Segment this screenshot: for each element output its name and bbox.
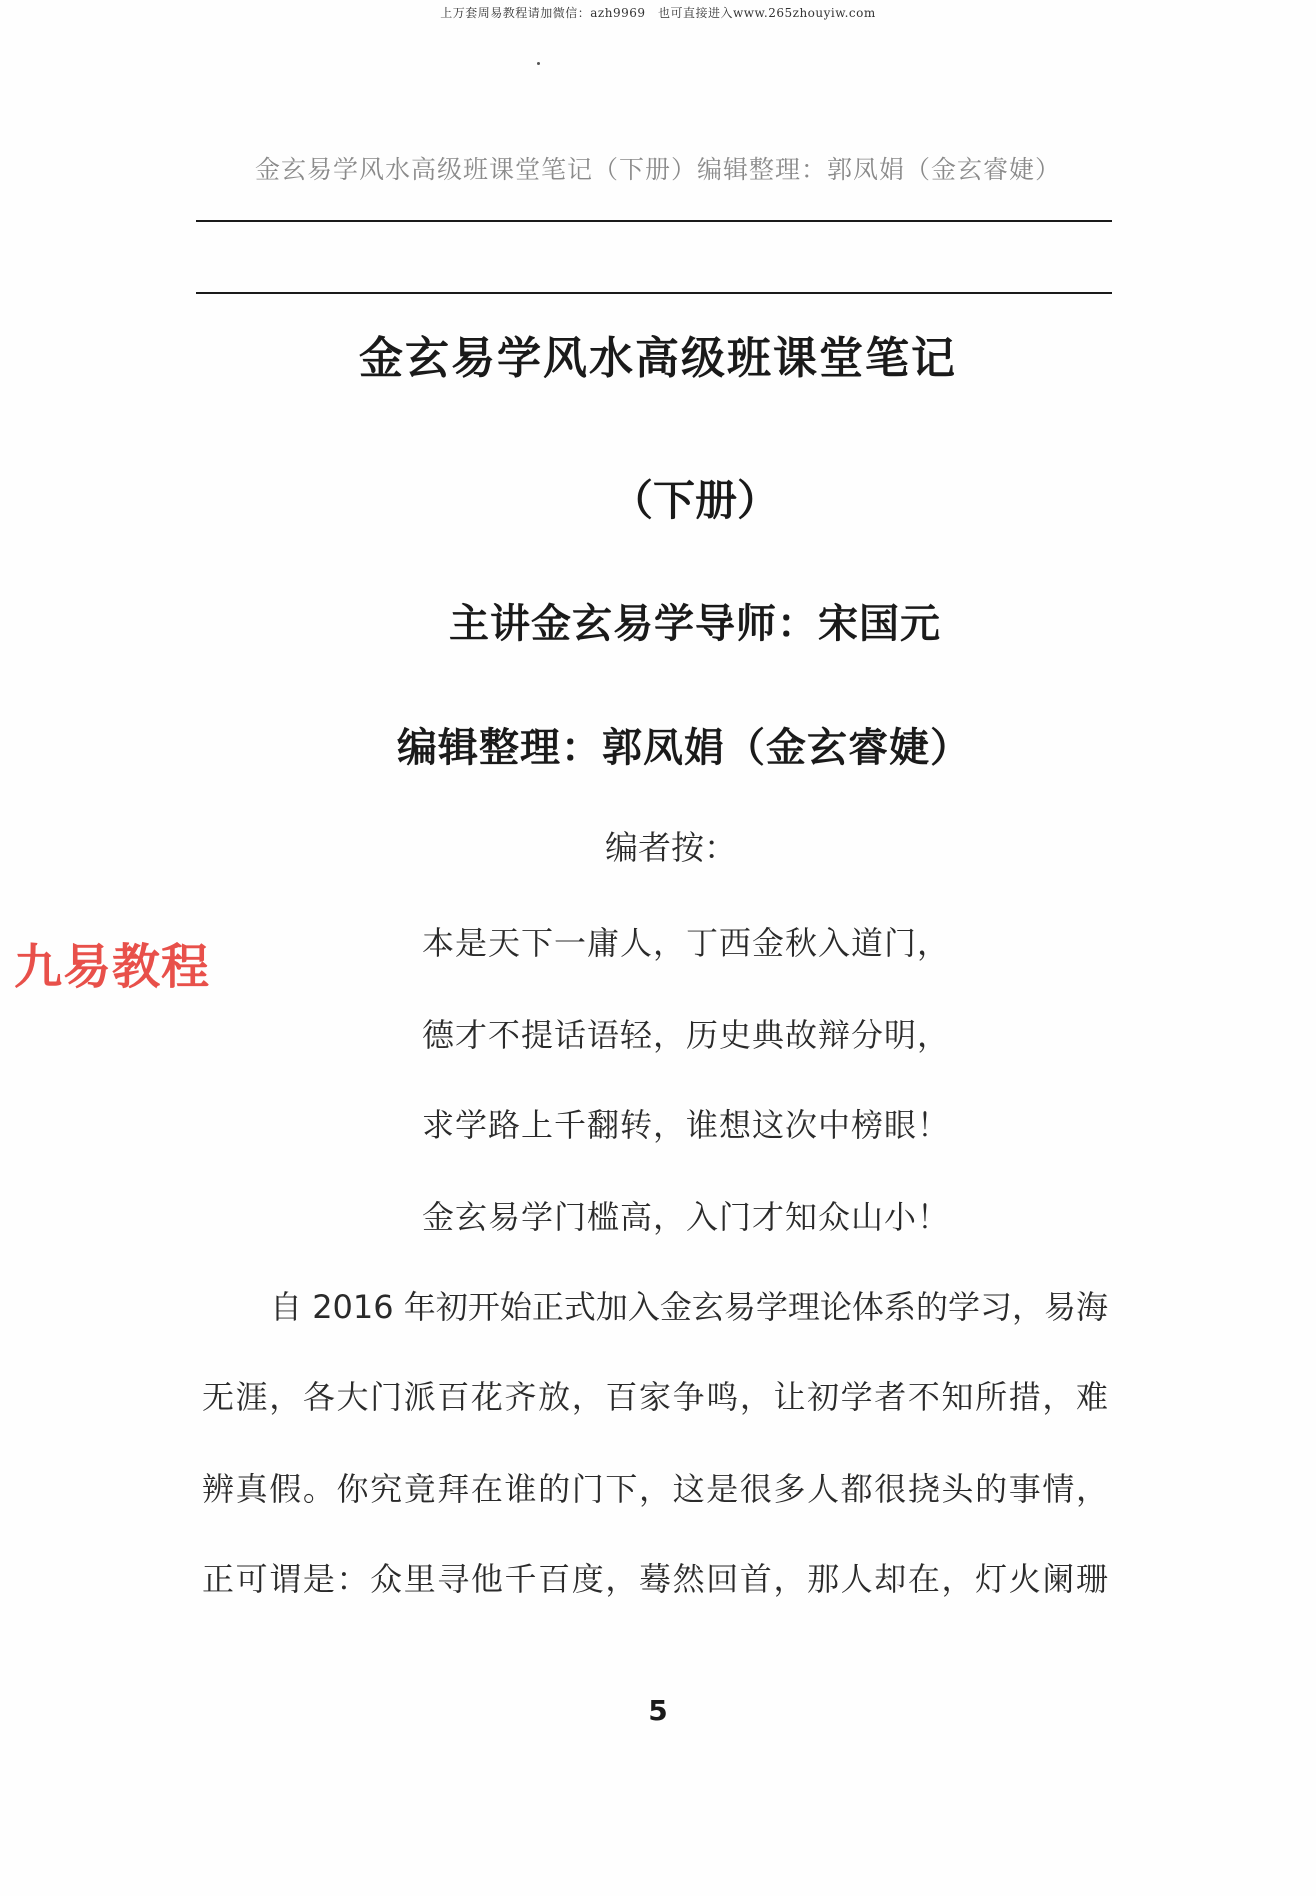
paragraph-line: 无涯，各大门派百花齐放，百家争鸣，让初学者不知所措，难 [202, 1378, 1108, 1416]
page-number: 5 [648, 1694, 668, 1727]
paragraph-line: 自 2016 年初开始正式加入金玄易学理论体系的学习，易海 [270, 1288, 1108, 1326]
lecturer-line: 主讲金玄易学导师：宋国元 [449, 601, 941, 647]
watermark-logo: 九易教程 [14, 939, 211, 995]
header-rule-top [196, 220, 1112, 222]
poem-line: 求学路上千翻转，谁想这次中榜眼！ [422, 1106, 951, 1144]
document-title: 金玄易学风水高级班课堂笔记 [359, 333, 957, 384]
paragraph-line: 正可谓是：众里寻他千百度，蓦然回首，那人却在，灯火阑珊 [202, 1560, 1108, 1598]
paragraph-line: 辨真假。你究竟拜在谁的门下，这是很多人都很挠头的事情， [202, 1470, 1108, 1508]
running-header: 金玄易学风水高级班课堂笔记（下册）编辑整理：郭凤娟（金玄睿婕） [254, 155, 1061, 184]
header-rule-bottom [196, 292, 1112, 294]
poem-line: 金玄易学门槛高，入门才知众山小！ [422, 1198, 951, 1236]
poem-line: 德才不提话语轻，历史典故辩分明， [422, 1016, 951, 1054]
editor-line: 编辑整理：郭凤娟（金玄睿婕） [397, 725, 971, 771]
poem-line: 本是天下一庸人，丁西金秋入道门， [422, 924, 951, 962]
scan-speck [537, 62, 540, 65]
top-note: 上万套周易教程请加微信：azh9969 也可直接进入www.265zhouyiw.com [440, 6, 876, 20]
volume-label: （下册） [610, 476, 779, 525]
editor-note-heading: 编者按： [605, 828, 737, 867]
